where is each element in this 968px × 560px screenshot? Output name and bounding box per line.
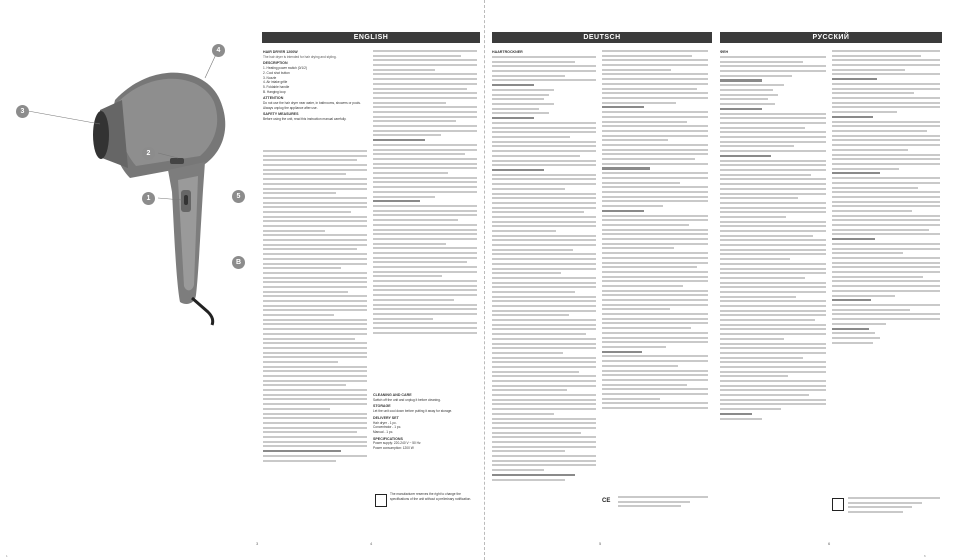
callout-b: B <box>232 256 245 269</box>
english-delivery-item: Concentrator - 1 pc. <box>373 425 402 430</box>
corner-mark-right: 6 <box>924 554 926 558</box>
callout-3: 3 <box>16 105 29 118</box>
english-intro: The hair dryer is intended for hair drying and styling. <box>263 54 337 59</box>
page-number-english-1: 3 <box>256 541 259 546</box>
corner-mark-left: 1 <box>6 554 8 558</box>
russian-title: ФЕН <box>720 50 729 54</box>
english-safety-heading: SAFETY MEASURES <box>263 112 299 117</box>
english-delivery-item: Hair dryer - 1 pc. <box>373 420 397 425</box>
english-cleaning-heading: CLEANING AND CARE <box>373 393 412 397</box>
english-attention-heading: ATTENTION <box>263 96 284 101</box>
english-attention-text: Do not use the hair dryer near water, in bathrooms, showers or pools. Always unplug the appliance after use. <box>263 101 361 110</box>
deutsch-column-2-text-lines <box>602 50 708 412</box>
english-spec-item: Power supply: 220-240 V ~ 50 Hz <box>373 441 421 446</box>
english-spec-item: Power consumption: 1200 W <box>373 446 414 451</box>
callout-2: 2 <box>142 147 155 160</box>
header-english: ENGLISH <box>262 32 480 43</box>
russian-column-2-text-lines <box>832 50 940 346</box>
hair-dryer-illustration <box>0 40 250 340</box>
page-number-deutsch: 5 <box>599 541 602 546</box>
english-desc-item: 4. Air intake grille <box>263 80 288 85</box>
recycle-bin-icon <box>375 494 387 507</box>
deutsch-column-1-text-lines <box>492 56 596 483</box>
english-storage-text: Let the unit cool down before putting it away for storage. <box>373 409 453 414</box>
russian-footer-lines <box>848 497 940 516</box>
callout-5: 5 <box>232 190 245 203</box>
page-number-russian: 6 <box>828 541 831 546</box>
english-cleaning-text: Switch off the unit and unplug it before cleaning. <box>373 397 441 402</box>
english-desc-item: 5. Foldable handle <box>263 84 290 89</box>
english-specs-heading: SPECIFICATIONS <box>373 436 403 441</box>
header-deutsch: DEUTSCH <box>492 32 712 43</box>
english-desc-item: 3. Nozzle <box>263 75 277 80</box>
english-desc-item: 1. Heating power switch (0/1/2) <box>263 66 307 71</box>
english-storage-heading: STORAGE <box>373 404 391 409</box>
deutsch-column-1 <box>492 48 596 55</box>
russian-column-1 <box>720 48 826 55</box>
english-column-1 <box>263 48 367 122</box>
english-safety-text: Before using the unit, read this instruction manual carefully. <box>263 117 347 122</box>
callout-1: 1 <box>142 192 155 205</box>
deutsch-title: HAARTROCKNER <box>492 50 523 54</box>
russian-column-1-text-lines <box>720 56 826 422</box>
callout-4: 4 <box>212 44 225 57</box>
english-column-1-text-lines <box>263 150 367 464</box>
header-russian: РУССКИЙ <box>720 32 942 43</box>
english-title: HAIR DRYER 1200W <box>263 50 298 54</box>
ce-mark-deutsch: CE <box>602 498 611 504</box>
english-description-heading: DESCRIPTION <box>263 61 288 66</box>
page-right <box>484 0 968 560</box>
recycle-bin-icon-russian <box>832 498 844 511</box>
english-footer: The manufacturer reserves the right to change the specifications of the unit without a preliminary notification. <box>390 492 472 501</box>
english-delivery-item: Manual - 1 pc. <box>373 429 394 434</box>
english-column-2-text-lines <box>373 50 477 336</box>
deutsch-footer-lines <box>618 496 708 510</box>
page-number-english-2: 4 <box>370 541 373 546</box>
english-desc-item: B. Hanging loop <box>263 89 286 94</box>
english-delivery-heading: DELIVERY SET <box>373 415 399 420</box>
english-desc-item: 2. Cool shot button <box>263 70 290 75</box>
